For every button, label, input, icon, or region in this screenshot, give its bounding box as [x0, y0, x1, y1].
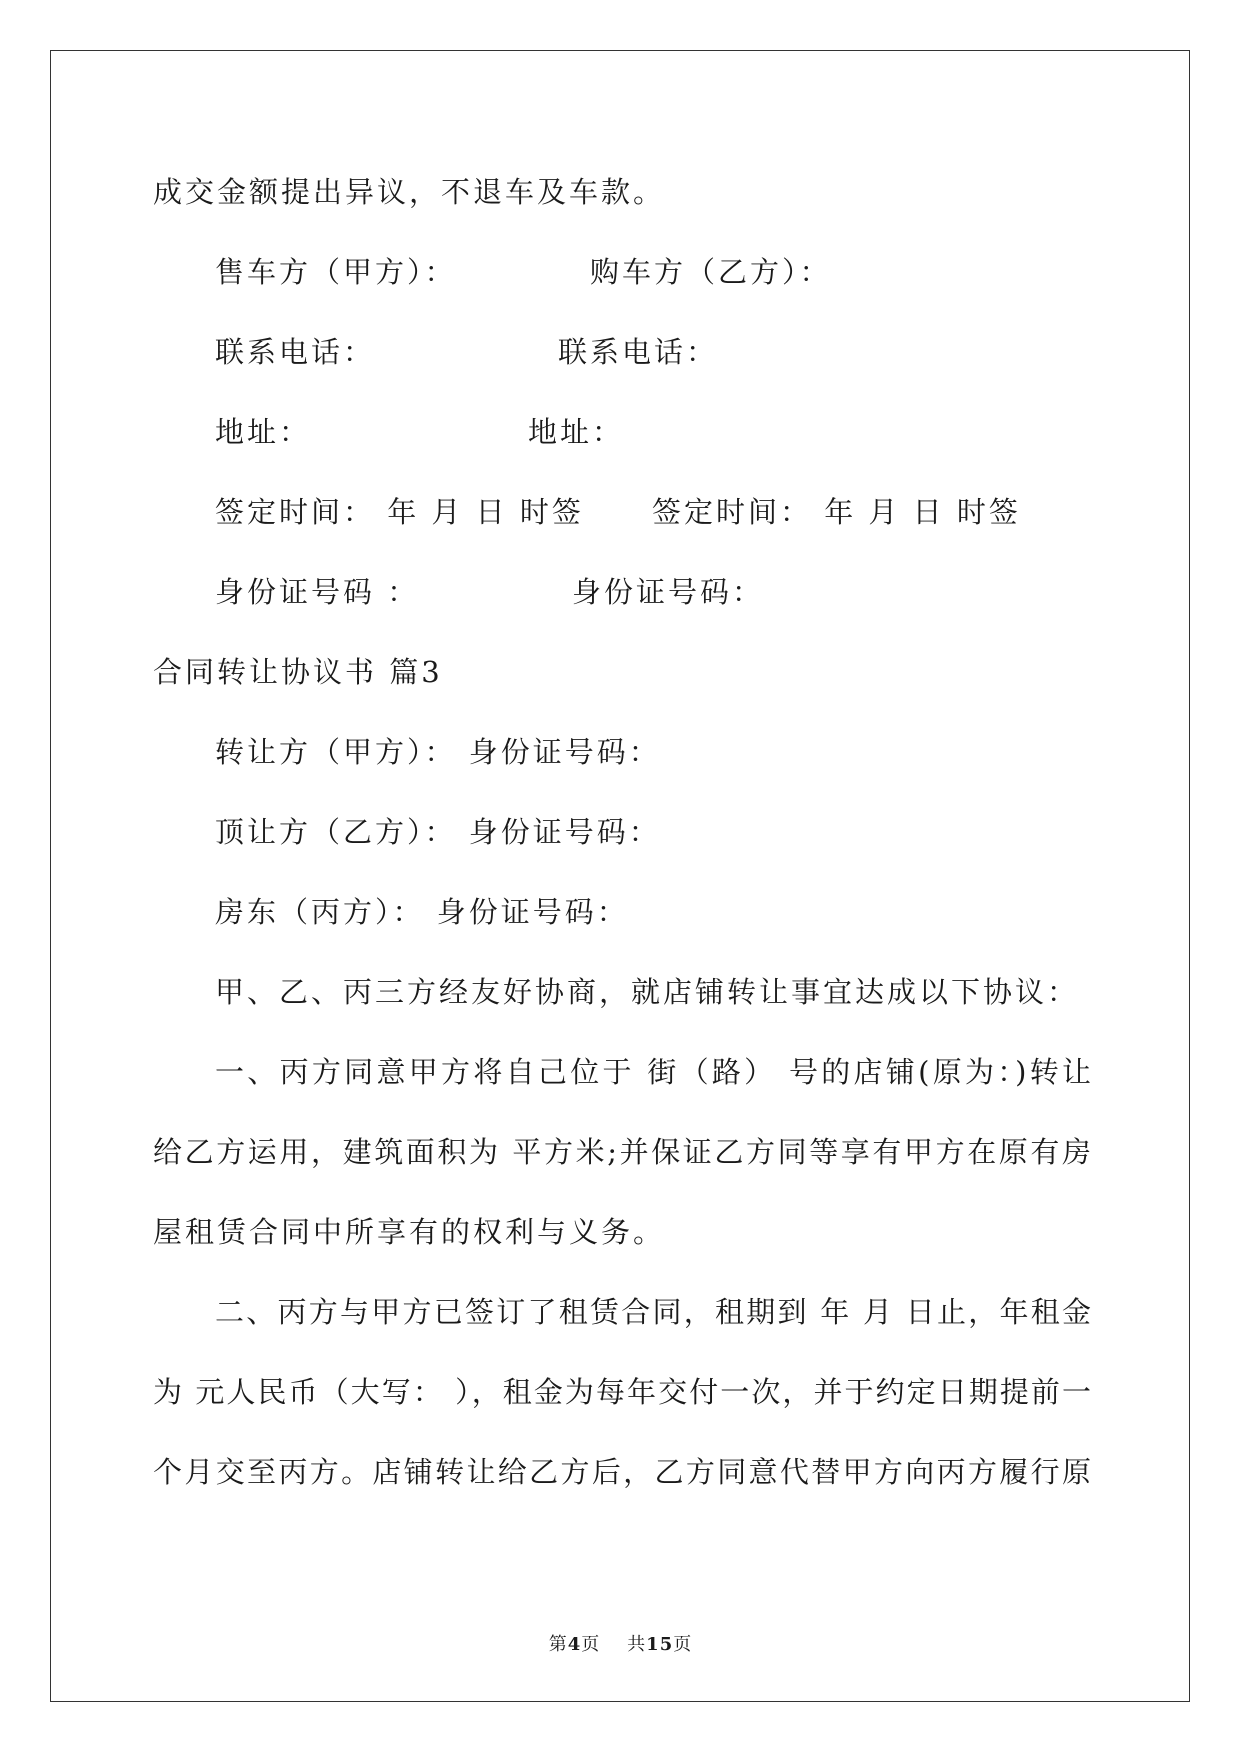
clause2-line3: 个月交至丙方。店铺转让给乙方后，乙方同意代替甲方向丙方履行原: [153, 1455, 1091, 1489]
buyer-id-label: 身份证号码：: [572, 575, 765, 609]
seller-address-label: 地址：: [215, 415, 312, 449]
seller-party-label: 售车方（甲方）：: [215, 255, 457, 289]
buyer-phone-label: 联系电话：: [558, 335, 719, 369]
text-line-continuation: 成交金额提出异议，不退车及车款。: [153, 175, 666, 209]
buyer-party-label: 购车方（乙方）：: [590, 255, 832, 289]
landlord-line: 房东（丙方）： 身份证号码：: [215, 895, 629, 929]
clause1-line1: 一、丙方同意甲方将自己位于 街（路） 号的店铺(原为：)转让: [215, 1055, 1091, 1089]
clause1-line3: 屋租赁合同中所享有的权利与义务。: [153, 1215, 666, 1249]
footer-total-suffix: 页: [673, 1634, 693, 1655]
clause2-line2: 为 元人民币（大写： ），租金为每年交付一次，并于约定日期提前一: [153, 1375, 1091, 1409]
footer-page-suffix: 页: [581, 1634, 601, 1655]
seller-sign-time: 签定时间： 年 月 日 时签: [215, 495, 584, 529]
section-heading: 合同转让协议书 篇3: [153, 655, 443, 689]
agreement-intro: 甲、乙、丙三方经友好协商，就店铺转让事宜达成以下协议：: [215, 975, 1080, 1009]
footer-total-prefix: 共: [627, 1634, 647, 1655]
clause2-line1: 二、丙方与甲方已签订了租赁合同，租期到 年 月 日止，年租金: [215, 1295, 1091, 1329]
buyer-sign-time: 签定时间： 年 月 日 时签: [652, 495, 1021, 529]
seller-phone-label: 联系电话：: [215, 335, 376, 369]
seller-id-label: 身份证号码 ：: [215, 575, 420, 609]
clause1-line2: 给乙方运用，建筑面积为 平方米;并保证乙方同等享有甲方在原有房: [153, 1135, 1091, 1169]
footer-page-number: 4: [567, 1634, 582, 1655]
transferee-line: 顶让方（乙方）： 身份证号码：: [215, 815, 661, 849]
buyer-address-label: 地址：: [528, 415, 625, 449]
transferor-line: 转让方（甲方）： 身份证号码：: [215, 735, 661, 769]
footer-total-pages: 15: [646, 1634, 674, 1655]
footer-prefix: 第: [548, 1634, 568, 1655]
page-footer: [0, 1630, 1241, 1656]
